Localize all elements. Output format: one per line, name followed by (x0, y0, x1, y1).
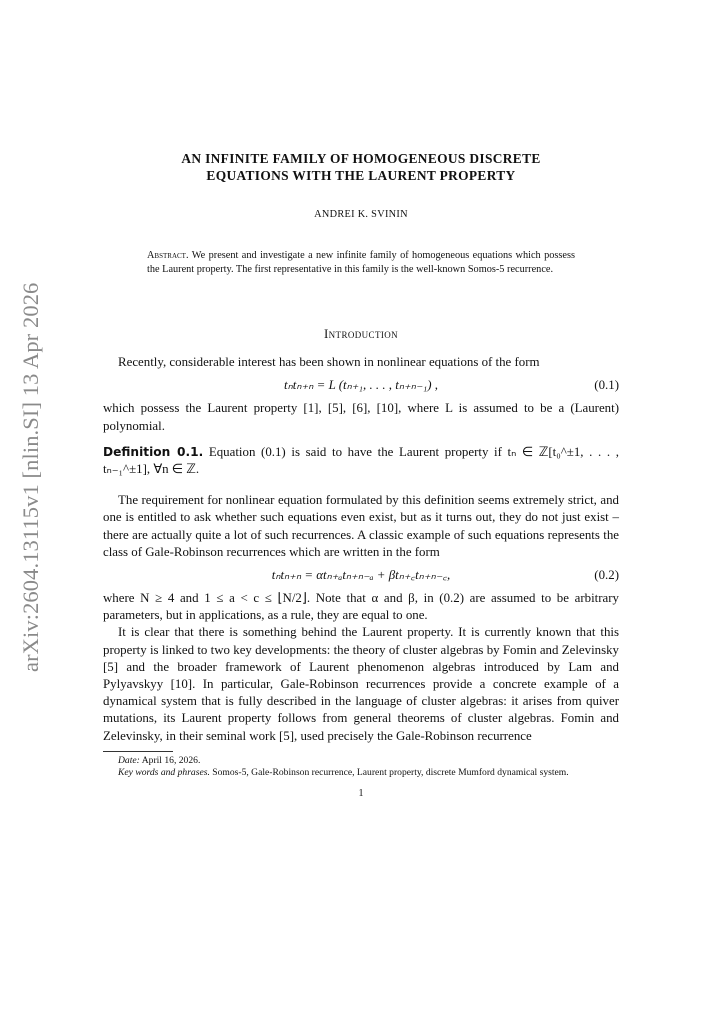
footnote-date-label: Date: (118, 754, 140, 766)
page-number: 1 (358, 788, 364, 800)
abstract-label: Abstract. (147, 250, 189, 262)
definition-0-1 (103, 444, 619, 478)
author-name: ANDREI K. SVININ (314, 209, 408, 220)
equation-0-2 (103, 561, 619, 590)
equation-0-1-formula: tₙtₙ₊ₙ = L (tₙ₊₁, . . . , tₙ₊ₙ₋₁) , (284, 378, 438, 393)
footnote-keywords (103, 767, 619, 779)
paper-title (103, 150, 619, 184)
definition-label: Definition 0.1. (103, 444, 204, 459)
abstract-text: We present and investigate a new infinite family of homogeneous equations which possess the Laurent property. The first representative in this family is the well-known Somos-5 recurrence. (147, 250, 576, 275)
footnote-keywords-label: Key words and phrases. (118, 767, 210, 779)
paragraph-intro: Recently, considerable interest has been shown in nonlinear equations of the form (118, 355, 540, 370)
title-line-1: AN INFINITE FAMILY OF HOMOGENEOUS DISCRETE (181, 151, 541, 166)
footnote-keywords-text: Somos-5, Gale-Robinson recurrence, Laurent property, discrete Mumford dynamical system. (212, 767, 569, 779)
equation-0-1-number: (0.1) (594, 378, 619, 393)
arxiv-identifier: arXiv:2604.13115v1 [nlin.SI] 13 Apr 2026 (18, 282, 43, 672)
section-title-introduction: Introduction (323, 327, 399, 342)
footnote-divider (103, 751, 173, 752)
paper-page (103, 150, 619, 802)
abstract (147, 249, 575, 276)
equation-0-2-formula: tₙtₙ₊ₙ = αtₙ₊ₐtₙ₊ₙ₋ₐ + βtₙ₊꜀tₙ₊ₙ₋꜀, (271, 568, 451, 583)
equation-0-2-number: (0.2) (594, 568, 619, 583)
footnote-date (103, 755, 619, 767)
paragraph-cluster-algebras: It is clear that there is something behind the Laurent property. It is currently known that this property is linked to two key developments: the theory of cluster algebras by Fomin and Zelevinsky [5] and the broader framework of Laurent phenomenon algebras introduced by Lam and Pylyavskyy [10]. In particular, Gale-Robinson recurrences provide a concrete example of a dynamical system that is fully described in the language of cluster algebras: it arises from quiver mutations, its Laurent property follows from general theorems of cluster algebras. Fomin and Zelevinsky, in their seminal work [5], used precisely the Gale-Robinson recurrence (103, 625, 619, 743)
title-line-2: EQUATIONS WITH THE LAURENT PROPERTY (206, 168, 516, 183)
paragraph-laurent-property: which possess the Laurent property [1], [5], [6], [10], where L is assumed to be a (Laurent) polynomial. (103, 401, 619, 433)
footnote-date-text: April 16, 2026. (141, 754, 201, 766)
equation-0-1 (103, 371, 619, 400)
arxiv-stamp (18, 282, 52, 672)
paragraph-parameters: where N ≥ 4 and 1 ≤ a < c ≤ ⌊N/2⌋. Note that α and β, in (0.2) are assumed to be arbitrary parameters, but in applications, as a rule, they are equal to one. (103, 591, 619, 623)
paragraph-requirement: The requirement for nonlinear equation formulated by this definition seems extremely strict, and one is entitled to ask whether such equations even exist, but as it turns out, they do not just exist – there are actually quite a lot of such recurrences. A classic example of such equations represents the class of Gale-Robinson recurrences which are written in the form (103, 493, 619, 559)
definition-text: Equation (0.1) is said to have the Laurent property if tₙ ∈ ℤ[t₀^±1, . . . , tₙ₋₁^±1], ∀n ∈ ℤ. (103, 444, 619, 477)
